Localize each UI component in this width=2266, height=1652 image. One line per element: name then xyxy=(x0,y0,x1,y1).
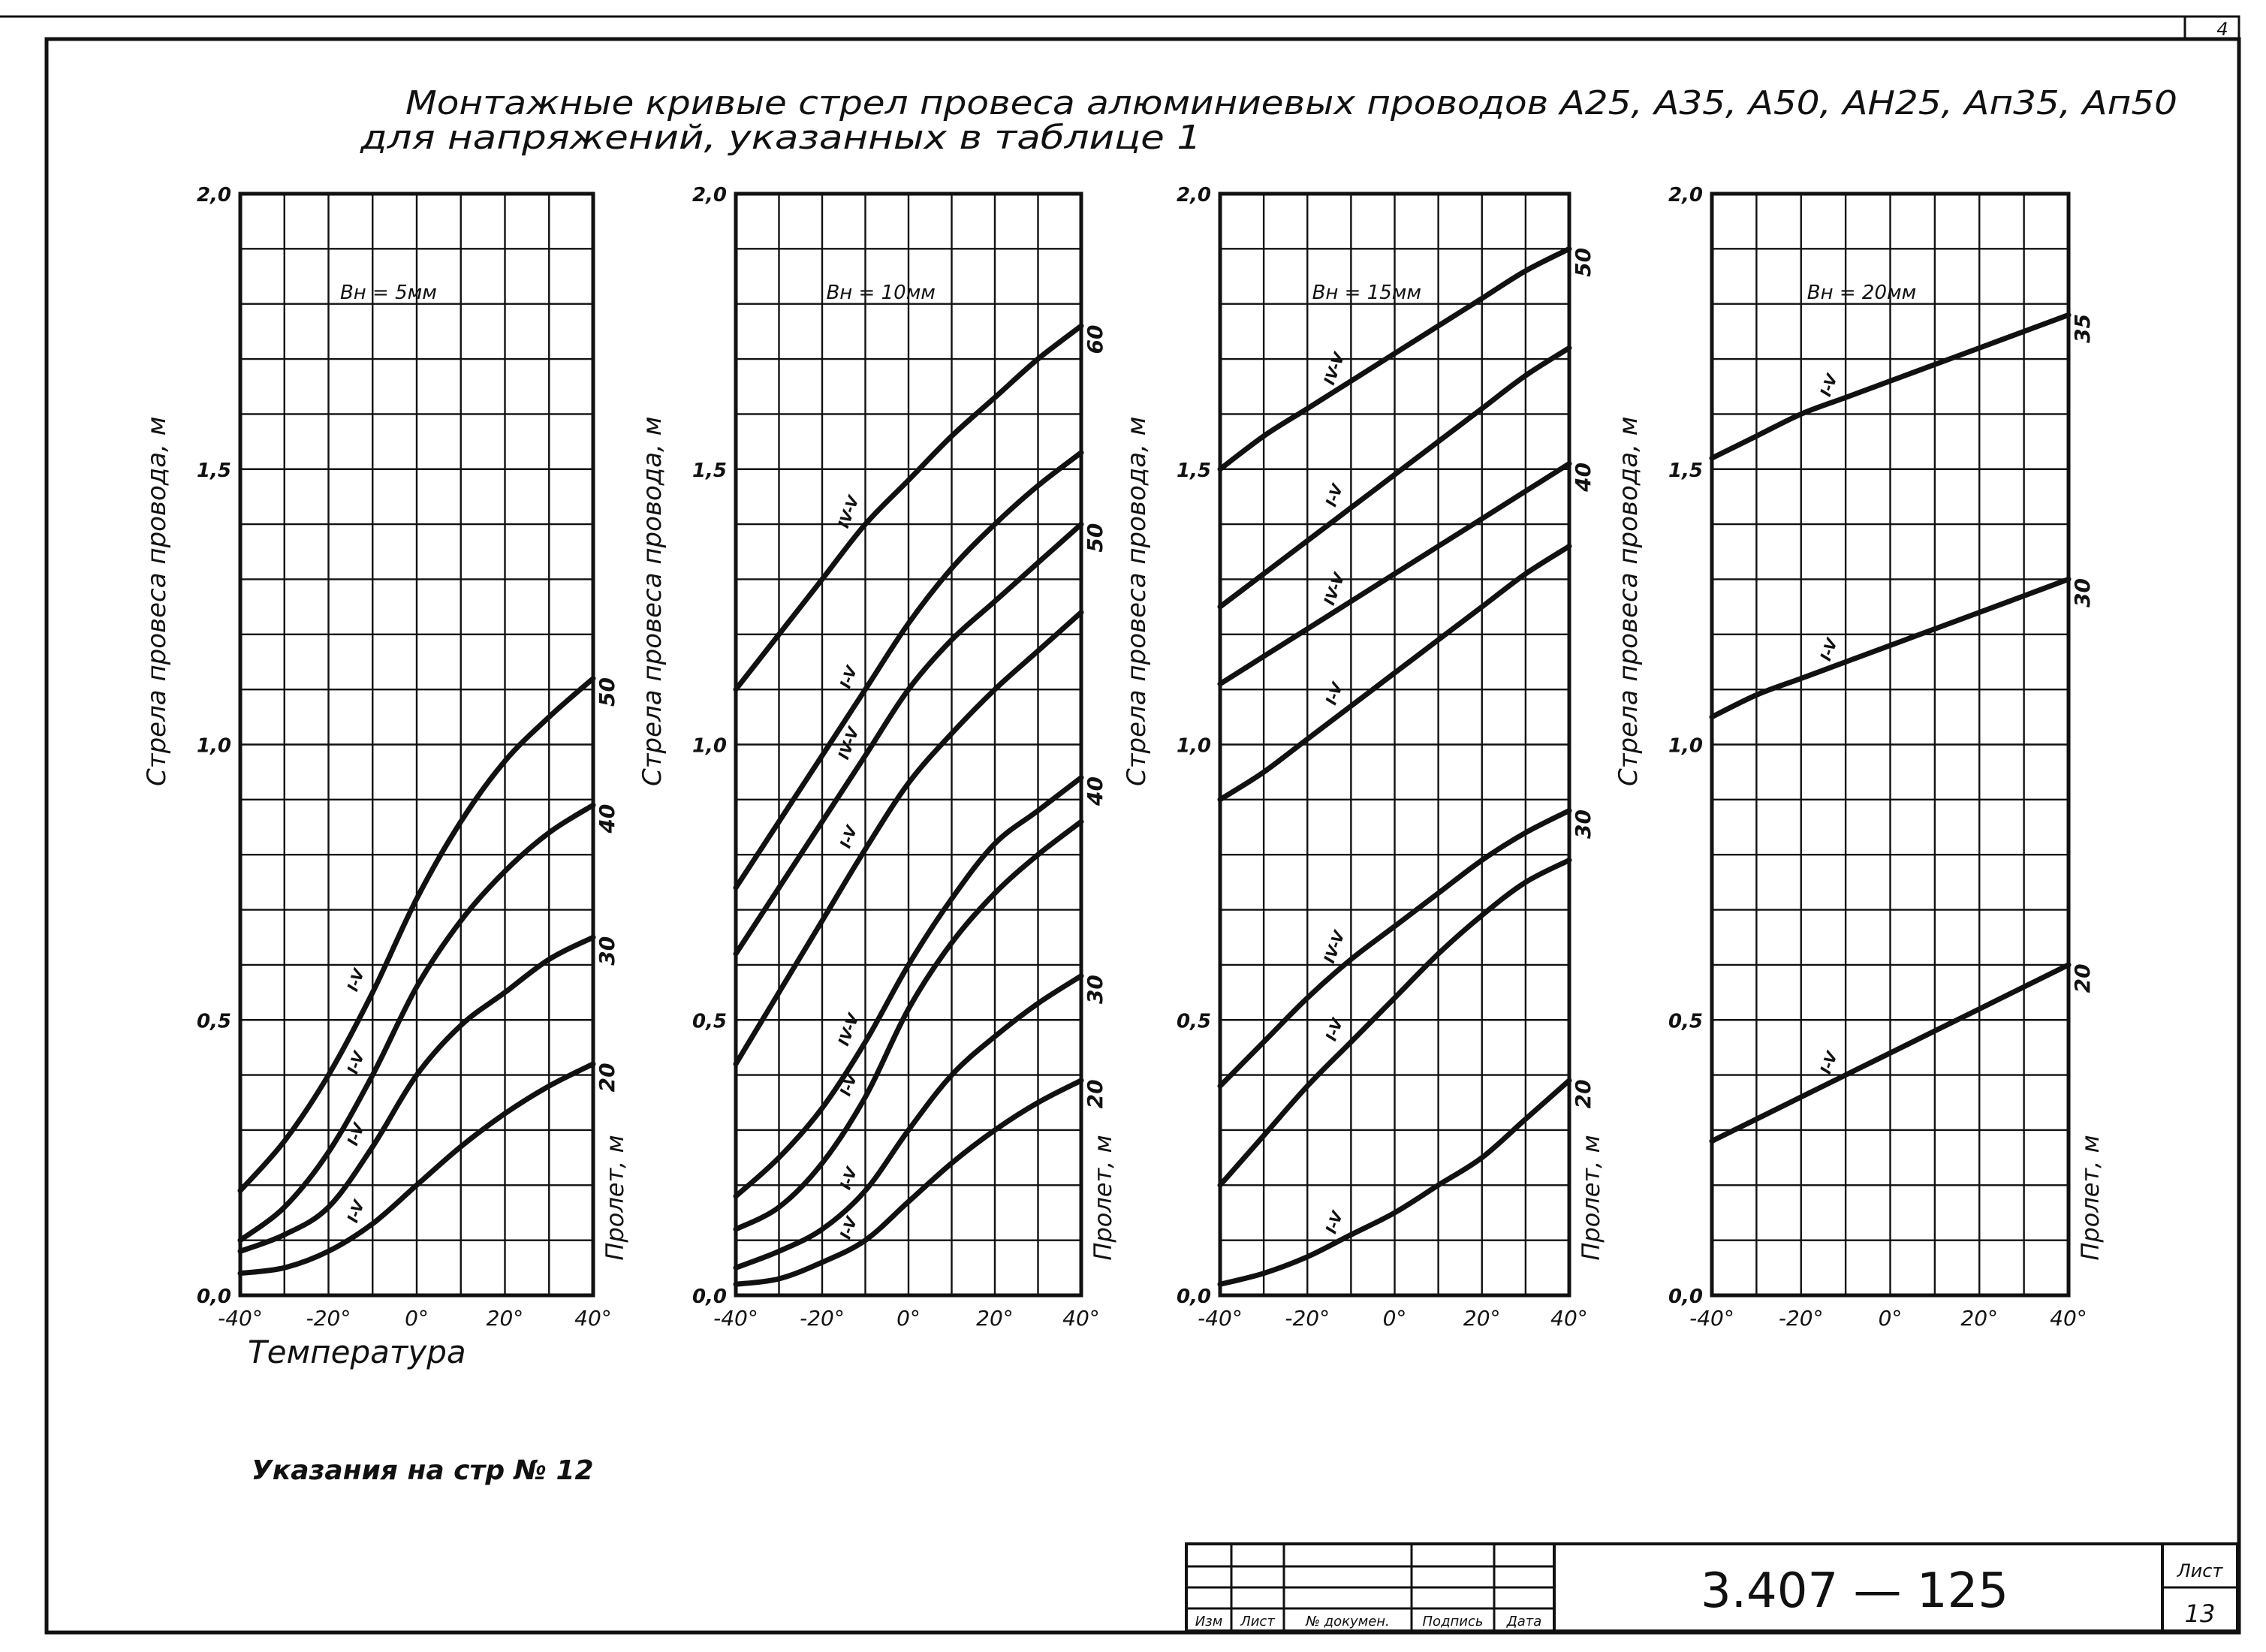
x-tick-label: 40° xyxy=(1062,1306,1100,1331)
x-tick-label: -40° xyxy=(1198,1306,1243,1331)
y-tick-label: 1,0 xyxy=(692,734,727,758)
y-axis-label: Стрела провеса провода, м xyxy=(637,416,667,786)
series-tag: IV-V xyxy=(834,725,863,762)
series-tag: I-V xyxy=(836,1071,861,1099)
span-axis-label: Пролет, м xyxy=(601,1135,629,1261)
series-tag: IV-V xyxy=(1320,928,1348,966)
series-span-label: 20 xyxy=(2070,963,2095,993)
y-tick-label: 0,5 xyxy=(1668,1010,1703,1033)
series-tag: I-V xyxy=(343,1198,369,1225)
y-tick-label: 0,0 xyxy=(692,1286,727,1308)
y-tick-label: 0,5 xyxy=(1176,1010,1211,1033)
y-tick-label: 0,0 xyxy=(1668,1286,1703,1308)
series-span-label: 40 xyxy=(1083,776,1107,806)
x-tick-label: 40° xyxy=(2050,1306,2087,1331)
series-tag: I-V xyxy=(836,1214,861,1242)
series-tag: I-V xyxy=(1321,1208,1347,1237)
chart-panel-3 xyxy=(1122,184,1605,1331)
x-tick-label: -20° xyxy=(306,1306,351,1331)
x-tick-label: 0° xyxy=(1878,1306,1903,1331)
series-tag: IV-V xyxy=(1320,570,1348,608)
y-tick-label: 1,0 xyxy=(196,734,231,758)
series-tag: I-V xyxy=(1321,1016,1347,1044)
series-tag: IV-V xyxy=(834,493,863,531)
x-tick-label: -40° xyxy=(713,1306,758,1331)
charts-group xyxy=(142,184,2105,1331)
sheet-label: Лист xyxy=(2177,1560,2223,1581)
x-tick-label: 0° xyxy=(1382,1306,1407,1331)
footnote: Указания на стр № 12 xyxy=(252,1455,594,1486)
title-line-2: для напряжений, указанных в таблице 1 xyxy=(359,119,1201,157)
y-tick-label: 2,0 xyxy=(1176,184,1211,206)
x-tick-label: 40° xyxy=(574,1306,612,1331)
stamp-col-izm: Изм xyxy=(1195,1614,1223,1629)
y-tick-label: 1,5 xyxy=(1668,459,1703,482)
x-tick-label: 20° xyxy=(486,1306,524,1331)
y-tick-label: 2,0 xyxy=(1668,184,1703,206)
grid xyxy=(1712,194,2069,1295)
series-span-label: 50 xyxy=(1083,523,1107,553)
corner-number: 4 xyxy=(2216,19,2228,40)
span-axis-label: Пролет, м xyxy=(2076,1135,2105,1261)
series-span-label: 50 xyxy=(595,677,619,707)
stamp-col-list: Лист xyxy=(1240,1614,1275,1629)
series-tag: I-V xyxy=(343,1120,369,1148)
sheet-frame xyxy=(47,39,2239,1632)
series-span-label: 30 xyxy=(2070,577,2095,607)
x-tick-label: -20° xyxy=(1778,1306,1824,1331)
series-tag: IV-V xyxy=(834,1011,863,1048)
series-span-label: 20 xyxy=(1083,1079,1107,1109)
x-tick-label: -40° xyxy=(218,1306,263,1331)
series-tag: I-V xyxy=(1321,481,1347,509)
series-span-label: 30 xyxy=(595,936,619,966)
corner-box xyxy=(2185,17,2239,39)
y-axis-label: Стрела провеса провода, м xyxy=(1614,416,1644,786)
chart-panel-2 xyxy=(637,184,1117,1331)
y-tick-label: 1,5 xyxy=(196,459,231,482)
series-tag: I-V xyxy=(1816,1049,1841,1077)
stamp-col-date: Дата xyxy=(1506,1614,1542,1629)
span-axis-label: Пролет, м xyxy=(1089,1135,1117,1261)
series-span-label: 35 xyxy=(2070,313,2095,343)
y-tick-label: 0,0 xyxy=(1176,1286,1211,1308)
series-span-label: 30 xyxy=(1571,809,1596,840)
panel-title: Вн = 15мм xyxy=(1312,282,1422,304)
y-tick-label: 0,5 xyxy=(196,1010,231,1033)
y-tick-label: 1,0 xyxy=(1668,734,1703,758)
series-tag: I-V xyxy=(343,1049,369,1077)
series-tag: IV-V xyxy=(1320,350,1348,387)
y-tick-label: 1,5 xyxy=(1176,459,1211,482)
document-designation: 3.407 — 125 xyxy=(1700,1563,2009,1619)
y-axis-label: Стрела провеса провода, м xyxy=(1122,416,1152,786)
y-tick-label: 2,0 xyxy=(196,184,231,206)
x-tick-label: 0° xyxy=(405,1306,429,1331)
title-line-1: Монтажные кривые стрел провеса алюминиевых проводов А25, А35, А50, АН25, Ап35, Ап50 xyxy=(405,84,2177,122)
series-tag: I-V xyxy=(836,663,861,691)
stamp-col-sign: Подпись xyxy=(1422,1614,1484,1629)
x-tick-label: 20° xyxy=(1960,1306,1999,1331)
y-tick-label: 0,5 xyxy=(692,1010,727,1033)
stamp-col-doc: № докумен. xyxy=(1306,1614,1390,1629)
panel-title: Вн = 10мм xyxy=(826,282,936,304)
chart-panel-4 xyxy=(1614,184,2105,1331)
series-tag: I-V xyxy=(836,1165,861,1192)
x-tick-label: 20° xyxy=(976,1306,1014,1331)
series-span-label: 30 xyxy=(1083,975,1107,1005)
series-tag: I-V xyxy=(343,966,369,994)
x-tick-label: -20° xyxy=(1285,1306,1330,1331)
series-span-label: 20 xyxy=(595,1063,619,1093)
title-block xyxy=(1186,1544,2237,1631)
x-tick-label: 0° xyxy=(896,1306,921,1331)
panel-title: Вн = 20мм xyxy=(1806,282,1917,304)
x-axis-label: Температура xyxy=(248,1334,466,1370)
y-tick-label: 2,0 xyxy=(692,184,727,206)
y-axis-label: Стрела провеса провода, м xyxy=(142,416,172,786)
series-tag: I-V xyxy=(1816,635,1841,664)
x-tick-label: -20° xyxy=(800,1306,845,1331)
series-span-label: 40 xyxy=(1571,462,1596,492)
series-tag: I-V xyxy=(1816,371,1841,399)
chart-panel-1 xyxy=(142,184,629,1331)
y-tick-label: 1,0 xyxy=(1176,734,1211,758)
x-tick-label: 20° xyxy=(1463,1306,1501,1331)
series-span-label: 60 xyxy=(1083,324,1107,354)
series-span-label: 50 xyxy=(1571,247,1596,277)
panel-title: Вн = 5мм xyxy=(339,282,437,304)
sheet-number: 13 xyxy=(2184,1599,2216,1628)
series-tag: I-V xyxy=(1321,680,1347,707)
series-span-label: 40 xyxy=(595,803,619,834)
series-tag: I-V xyxy=(836,823,861,851)
y-tick-label: 1,5 xyxy=(692,459,727,482)
series-span-label: 20 xyxy=(1571,1079,1596,1109)
y-tick-label: 0,0 xyxy=(196,1286,231,1308)
x-tick-label: 40° xyxy=(1550,1306,1588,1331)
x-tick-label: -40° xyxy=(1689,1306,1734,1331)
span-axis-label: Пролет, м xyxy=(1577,1135,1605,1261)
